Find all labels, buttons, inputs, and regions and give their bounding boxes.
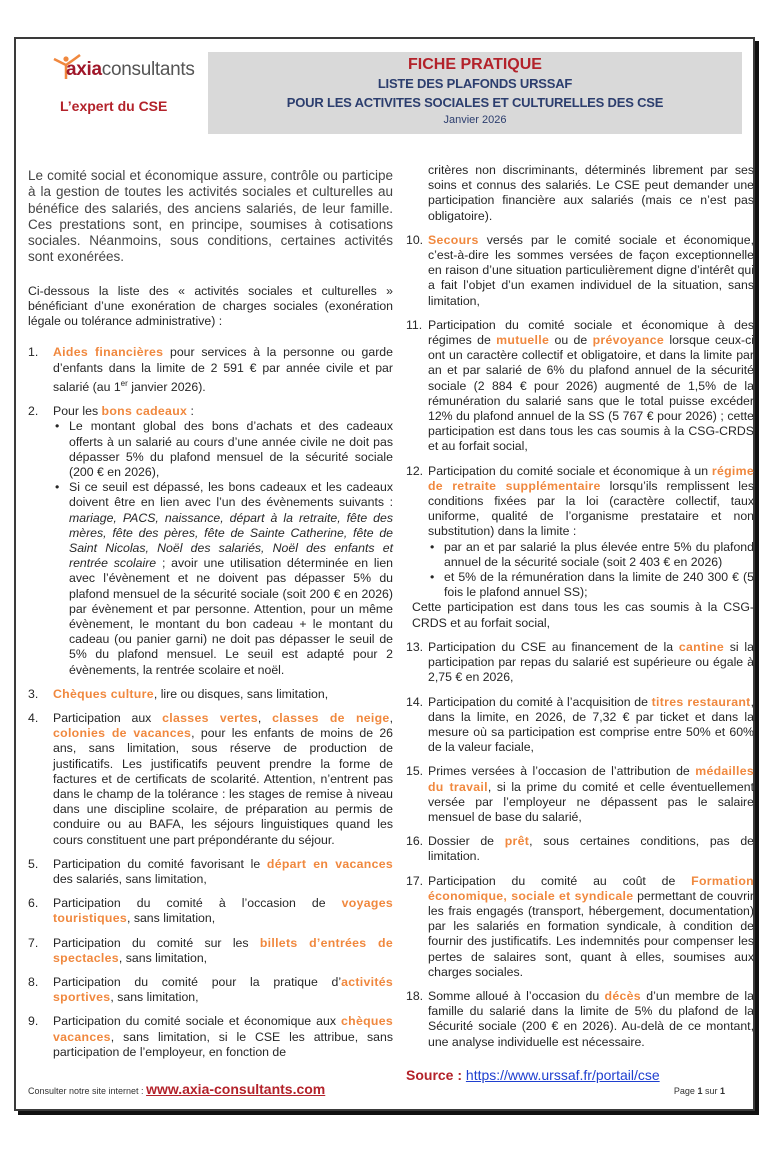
item-text: Participation du comité sur les — [53, 935, 260, 950]
bullet-item: • et 5% de la rémunération dans la limite de 240 300 € (5 fois le plafond annuel SS); — [442, 570, 754, 600]
separator: , — [257, 710, 273, 725]
list-item-13 — [406, 640, 754, 686]
list-item-2 — [28, 404, 393, 678]
list-item-15 — [406, 764, 754, 825]
item-footnote: Cette participation est dans tous les cas soumis à la CSG-CRDS et au forfait social, — [412, 600, 754, 630]
document-date: Janvier 2026 — [443, 114, 507, 126]
list-item-5 — [28, 857, 393, 887]
item-text: , pour les enfants de moins de 26 ans, sans limitation, sous réserve de production de justificatifs. Les justificatifs peuvent prendre la forme de factures et de certificats de scolarité. Attention, n’entrent pas dans le champ de la tolérance : les stages de remise à niveau dans une discipline scolaire, de préparation au permis de conduire ou au BAFA, les séjours linguistiques quand les cours constituent une part prépondérante du séjour. — [53, 726, 393, 847]
item-text: ou de — [549, 333, 593, 348]
item-number: 17. — [406, 873, 424, 888]
highlight: mutuelle — [496, 333, 550, 348]
item-text: versés par le comité sociale et économique, c’est-à-dire les sommes versées de façon exceptionnelle en raison d’une situation particulièrement digne d’intérêt qui a fait l’objet d’un examen individuel de la situation, sans limitation, — [428, 232, 754, 308]
item-number: 12. — [406, 463, 424, 478]
list-item-6 — [28, 896, 393, 926]
list-item-17 — [406, 874, 754, 980]
highlight: Chèques culture — [53, 686, 154, 701]
item-text: Pour les — [53, 404, 102, 419]
document-page — [14, 37, 755, 1111]
website-link[interactable]: www.axia-consultants.com — [146, 1081, 326, 1097]
tagline: L’expert du CSE — [60, 98, 168, 114]
list-item-10 — [406, 233, 754, 309]
item-text: , dans la limite, en 2026, de 7,32 € par ticket et dans la mesure où sa participation est comprise entre 50% et 60% de la valeur faciale, — [428, 694, 754, 755]
highlight: chèques vacances — [53, 1014, 393, 1044]
item-text: Participation du comité sociale et économique à un — [428, 463, 712, 478]
item-text: Participation du comité sociale et économique aux — [53, 1014, 341, 1029]
page-separator: sur — [702, 1086, 720, 1096]
item-text: Si ce seuil est dépassé, les bons cadeaux et les cadeaux doivent être en lien avec l’un des évènements suivants : — [69, 480, 393, 510]
intro-paragraph: Le comité social et économique assure, contrôle ou participe à la gestion de toutes les activités sociales et culturelles au bénéfice des salariés, des anciens salariés, de leur famille. Ces prestations sont, en principe, soumises à cotisations sociales. Néanmoins, sous conditions, certaines activités sont exonérées. — [28, 168, 393, 265]
item-text: Participation du CSE au financement de la — [428, 639, 679, 654]
item-number: 1. — [28, 345, 39, 360]
superscript: er — [120, 378, 128, 388]
highlight: départ en vacances — [266, 856, 393, 871]
item-number: 7. — [28, 935, 39, 950]
item-number: 4. — [28, 710, 39, 725]
list-item-1 — [28, 345, 393, 395]
highlight: colonies de vacances — [53, 726, 192, 741]
source-line — [406, 1068, 754, 1083]
highlight: classes de neige — [272, 710, 390, 725]
list-item-14 — [406, 695, 754, 756]
page-total: 1 — [719, 1086, 725, 1096]
logo-text-axia: axia — [66, 59, 102, 80]
highlight: décès — [604, 988, 641, 1003]
footer-prefix: Consulter notre site internet : — [28, 1086, 147, 1096]
item-number: 13. — [406, 639, 424, 654]
item-number: 15. — [406, 764, 424, 779]
item-number: 9. — [28, 1014, 39, 1029]
item-text: , lire ou disques, sans limitation, — [153, 686, 329, 701]
highlight: voyages touristiques — [53, 896, 393, 926]
list-item-9 — [28, 1014, 393, 1060]
item-text: , si la prime du comité et celle éventuellement versée par l’employeur ne dépassent pas le salaire mensuel de base du salarié, — [428, 779, 754, 824]
highlight: activités sportives — [53, 975, 393, 1005]
item-text: , sans limitation, — [110, 990, 199, 1005]
highlight: classes vertes — [162, 710, 258, 725]
item-number: 5. — [28, 856, 39, 871]
item-text: Participation du comité au coût de — [428, 873, 692, 888]
list-item-18 — [406, 989, 754, 1050]
item-text: Dossier de — [428, 834, 505, 849]
item-text: Participation du comité à l’acquisition de — [428, 694, 652, 709]
item-text: permettant de couvrir les frais engagés (transport, hébergement, documentation) par les salariés en formation syndicale, à condition de fournir des justificatifs. Les indemnités pour compenser les pertes de salaires sont, quant à elles, soumises aux charges sociales. — [428, 888, 755, 979]
list-item-3 — [28, 687, 393, 702]
page-current: 1 — [697, 1086, 703, 1096]
intro-list-heading: Ci-dessous la liste des « activités sociales et culturelles » bénéficiant d’une exonération de charges sociales (exonération légale ou tolérance administrative) : — [28, 283, 393, 329]
item-number: 10. — [406, 232, 424, 247]
right-column — [406, 39, 754, 1083]
event-list: mariage, PACS, naissance, départ à la retraite, fête des mères, fête des pères, fête de Sainte Catherine, fête de Saint Nicolas, Noël des salariés, Noël des enfants et rentrée scolaire — [69, 510, 393, 571]
item-number: 11. — [406, 317, 423, 332]
list-item-8 — [28, 975, 393, 1005]
item-text: janvier 2026). — [127, 379, 206, 394]
highlight: titres restaurant — [651, 694, 751, 709]
list-item-11 — [406, 318, 754, 455]
bullet-list — [53, 419, 393, 677]
bullet-item: • par an et par salarié la plus élevée entre 5% du plafond annuel de la sécurité sociale (soit 2 403 € en 2026) — [442, 540, 754, 570]
item-text: Participation du comité pour la pratique d’ — [53, 975, 342, 989]
item-number: 2. — [28, 404, 39, 419]
item-text: , sous certaines conditions, pas de limitation. — [428, 834, 754, 864]
bullet-item: • Le montant global des bons d’achats et des cadeaux offerts à un salarié au cours d’une année civile ne doit pas dépasser 5% du plafond mensuel de la sécurité sociale (200 € en 2026), — [67, 419, 393, 480]
list-item-12 — [406, 464, 754, 631]
list-item-9-continuation: critères non discriminants, déterminés librement par ses soins et connus des salariés. Le CSE peut demander une participation financière aux salariés (mais ce n’est pas obligatoire). — [428, 163, 754, 223]
item-text: ; avoir une utilisation déterminée en lien avec l’évènement et ne doivent pas dépasser 5% du plafond mensuel de la sécurité sociale (soit 200 € en 2026) par évènement et par personne. Attention, pour un même évènement, le montant du bon cadeau + le montant du cadeau (ou panier garni) ne doit pas dépasser le seuil de 5% du plafond mensuel. Le seuil est adapté pour 2 évènements, la rentrée scolaire et noël. — [69, 556, 393, 677]
exemption-list-left — [28, 345, 393, 1060]
subtitle-line-2: POUR LES ACTIVITES SOCIALES ET CULTURELLES DES CSE — [286, 95, 664, 110]
list-item-7 — [28, 936, 393, 966]
item-text: , sans limitation, — [126, 911, 216, 926]
item-number: 16. — [406, 834, 424, 849]
bullet-list — [428, 540, 754, 601]
highlight: régime de retraite supplémentaire — [428, 463, 754, 493]
item-text: d’un membre de la famille du salarié dans la limite de 5% du plafond de la Sécurité sociale (200 € en 2026). Au-delà de ce montant, une analyse individuelle est nécessaire. — [428, 988, 754, 1049]
item-text: Somme alloué à l’occasion du — [428, 988, 605, 1003]
highlight: Formation économique, sociale et syndicale — [428, 873, 754, 903]
list-item-16 — [406, 834, 754, 864]
highlight: médailles du travail — [428, 764, 754, 794]
list-item-4 — [28, 711, 393, 848]
exemption-list-right — [406, 233, 754, 1050]
source-link[interactable]: https://www.urssaf.fr/portail/cse — [465, 1066, 660, 1083]
item-text: lorsqu’ils remplissent les conditions fixées par la loi (caractère collectif, taux uniforme, qualité de l’organisme prestataire et non substitution) dans la limite : — [428, 478, 754, 539]
item-number: 14. — [406, 694, 424, 709]
item-text: Participation du comité sociale et économique à des régimes de — [428, 317, 754, 348]
footer-website — [28, 1081, 325, 1097]
highlight: prévoyance — [592, 333, 664, 348]
item-number: 8. — [28, 975, 39, 989]
item-text: Participation du comité à l’occasion de — [53, 896, 342, 911]
item-text: , sans limitation, — [118, 950, 208, 965]
item-text: des salariés, sans limitation, — [53, 871, 207, 886]
subtitle-line-1: LISTE DES PLAFONDS URSSAF — [377, 76, 573, 91]
item-text: Participation aux — [53, 710, 163, 725]
bullet-item — [67, 480, 393, 678]
highlight: cantine — [678, 639, 725, 654]
separator: , — [389, 710, 393, 725]
left-column — [28, 39, 393, 1060]
item-text: Primes versées à l’occasion de l’attribution de — [428, 764, 696, 779]
highlight: Secours — [428, 232, 479, 247]
page-number — [674, 1086, 725, 1096]
item-text: lorsque ceux-ci ont un caractère collectif et obligatoire, et dans la limite par an et par salarié de 6% du plafond annuel de la sécurité sociale (2 884 € pour 2026) augmenté de 1,5% de la rémunération du salarié sans que le total puisse excéder 12% du plafond annuel de la SS (5 767 € pour 2026) ; cette participation est dans tous les cas soumis à la CSG-CRDS et au forfait social, — [428, 333, 755, 454]
item-number: 3. — [28, 686, 39, 701]
highlight: prêt — [504, 834, 530, 849]
item-text: : — [187, 404, 194, 419]
item-text: si la participation par repas du salarié est supérieure ou égale à 2,75 € en 2026, — [428, 639, 754, 685]
page-title: FICHE PRATIQUE — [408, 56, 542, 73]
item-number: 18. — [406, 988, 424, 1003]
item-text: pour services à la personne ou garde d’enfants dans la limite de 2 591 € par année civile et par salarié (au 1 — [53, 345, 393, 394]
item-text: , sans limitation, si le CSE les attribue, sans participation de l’employeur, en fonction de — [53, 1029, 393, 1059]
highlight: Aides financières — [53, 345, 164, 360]
page-label: Page — [673, 1086, 698, 1096]
highlight: billets d’entrées de spectacles — [53, 935, 393, 965]
highlight: bons cadeaux — [101, 404, 188, 419]
item-number: 6. — [28, 896, 39, 911]
source-label: Source : — [406, 1066, 466, 1083]
logo-text-consultants: consultants — [101, 59, 195, 80]
item-text: Participation du comité favorisant le — [53, 856, 267, 871]
